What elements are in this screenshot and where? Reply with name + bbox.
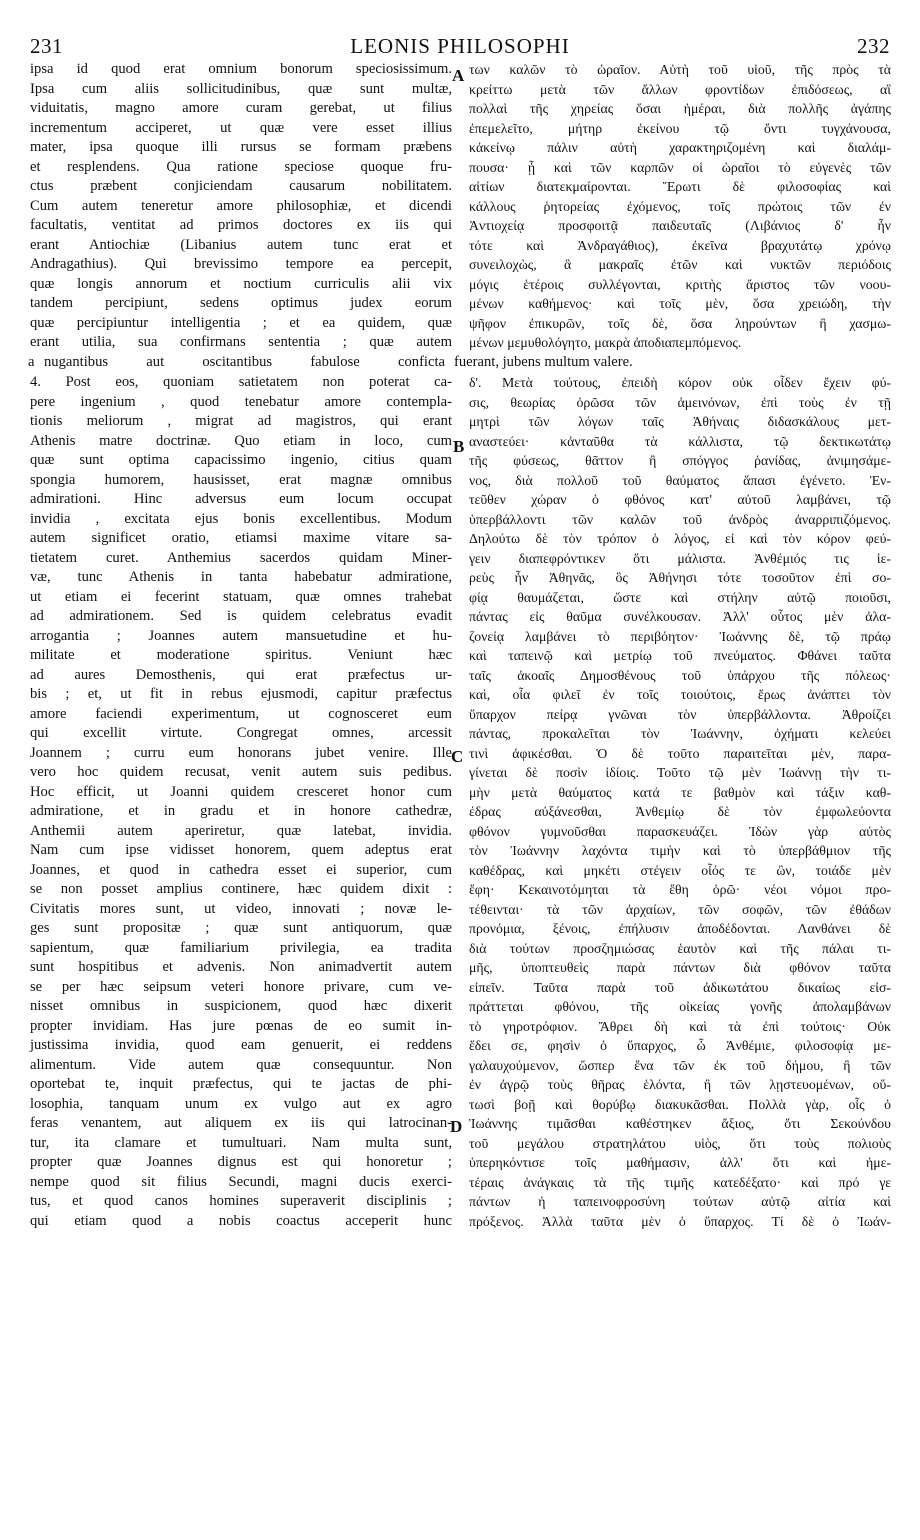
latin-text-line: et resplendens. Qua ratione speciose quoque fru- <box>30 158 452 175</box>
greek-text-line: ἔδει σε, φησὶν ὁ ὕπαρχος, ὦ Ἀνθέμιε, φιλοσοφίᾳ με- <box>469 1038 891 1053</box>
latin-text-line: tietatem curet. Anthemius sacerdos quidam Miner- <box>30 549 452 566</box>
greek-text-line: μῆς, ὑποπτευθεὶς παρὰ πάντων διὰ φθόνον ταῦτα <box>469 960 891 975</box>
latin-text-line: oportebat te, inquit præfectus, qui te jactas de phi- <box>30 1076 452 1092</box>
greek-text-line: Δηλούτω δὲ τὸν τρόπον ὁ λόγος, εἰ καὶ τὸν κόρον φεύ- <box>469 531 891 546</box>
latin-text-line: Civitatis mores sunt, ut video, innovati ; novæ le- <box>30 900 452 917</box>
greek-text-line: έδρας αὐξάνεσθαι, Ἀνθεμίῳ δὲ τὸν ἐμφωλεύοντα <box>469 804 891 819</box>
greek-text-line: μὴν μετὰ θαύματος κατά τε βαθμὸν καὶ τάξιν καθ- <box>469 784 891 800</box>
greek-text-line: κἀκείνῳ πάλιν αὐτὴ χαρακτηριζομένη καὶ διαλάμ- <box>469 140 891 155</box>
greek-text-line: πάντας, προκαλεῖται τὸν Ἰωάννην, ὀχήματι κελεύει <box>469 726 891 741</box>
greek-text-line: μένων μεμυθολόγητο, μακρὰ ἀποδιαπεμπόμενος. <box>469 335 742 350</box>
greek-text-line: καὶ ταπεινῷ καὶ μετρίῳ τοῦ πνεύματος. Φθάνει ταῦτα <box>469 648 891 663</box>
latin-text-line: militate et moderatione spiritus. Veniunt hæc <box>30 647 452 663</box>
greek-text-line: τεῦθεν χώραν ὁ φθόνος κατ' αὐτοῦ λαμβάνει, τῷ <box>469 492 891 507</box>
greek-text-line: καθέδρας, καὶ μηκέτι στέγειν οἷός τε ὢν, τοιάδε μὲν <box>469 862 891 878</box>
greek-text-line: ὑπερβάλλοντι τῶν καλῶν τοῦ ἀνδρὸς ἀναρριπιζόμενος. <box>469 511 891 527</box>
latin-text-line: mater, ipsa quoque illi rursus se formam præbens <box>30 139 452 155</box>
greek-text-line: φθόνον γυμνοῦσθαι παρασκευάζει. Ἰδὼν γὰρ αὐτὸς <box>469 823 891 839</box>
page-number-left: 231 <box>30 34 63 58</box>
latin-text-line: Andragathius). Qui brevissimo tempore ea percepit, <box>30 256 452 272</box>
latin-text-line: admiratione, et in gradu et in honore cathedræ, <box>30 803 452 819</box>
greek-text-line: ψῆφον ἐπικυρῶν, τοῖς δὲ, ὅσα ληρούντων ἢ χασμω- <box>469 315 891 331</box>
latin-text-line: nempe quod sit filius Secundi, magni ducis exerci- <box>30 1173 452 1190</box>
greek-text-line: τωσὶ βοῇ καὶ θορύβῳ διακυκᾶσθαι. Πολλὰ γὰρ, οἷς ὁ <box>469 1096 891 1112</box>
greek-text-line: κρείττω μετὰ τῶν ἄλλων φροντίδων ἐπιδόσεως, αἳ <box>469 81 891 97</box>
greek-text-line: συνειλοχὼς, ἃ μακραῖς ἐτῶν καὶ νυκτῶν περιόδοις <box>469 257 891 272</box>
latin-text-line: pere ingenium , quod tenebatur amore contempla- <box>30 393 452 410</box>
greek-text-line: καὶ, οἷα φιλεῖ ἐν τοῖς τοιούτοις, ἔρως ἀνάπτει τὸν <box>469 687 891 702</box>
greek-text-line: ρεὺς ἦν Ἀθηνᾶς, ὃς Ἀθήνησι τότε τοσοῦτον ἐπὶ σο- <box>469 570 891 585</box>
latin-text-line: autem significet oratio, etiamsi maxime vitare sa- <box>30 530 452 546</box>
latin-column-top <box>30 60 452 353</box>
greek-text-line: πράττεται φθόνου, τῆς οἰκείας γονῆς ἀπολαμβάνων <box>469 999 891 1014</box>
greek-text-line: νος, διὰ πολλοῦ τοῦ θαύματος ἅπασι ἐγένετο. Ἐν- <box>469 472 891 488</box>
greek-text-line: πολλαὶ τῆς χηρείας ὅσαι ἡμέραι, διὰ πολλῆς ἀγάπης <box>469 101 891 116</box>
latin-text-line: amore faciendi experimentum, ut cognosceret eum <box>30 705 452 722</box>
greek-text-line: δ'. Μετὰ τούτους, ἐπειδὴ κόρον οὐκ οἶδεν ἔχειν φύ- <box>469 375 891 390</box>
greek-text-line: σις, θεωρίας ὀρῶσα τῶν ἀμεινόνων, ἐπὶ τοὺς ἐν τῇ <box>469 394 891 410</box>
section-marker-a: A <box>452 66 465 85</box>
latin-text-line: qui etiam quod a nobis coactus acceperit hunc <box>30 1212 452 1229</box>
greek-text-line: τῆς φύσεως, θᾶττον ἢ σπόγγος ῥανίδας, ἀνιμησάμε- <box>469 453 891 468</box>
greek-text-line: μένων καθήμενος· καὶ τοῖς μὲν, ὅσα χρειώδη, τὴν <box>469 296 891 311</box>
latin-text-line: ges sunt propositæ ; quæ sunt antiquorum, quæ <box>30 920 452 936</box>
footnote-marker: a <box>28 354 35 370</box>
latin-text-line: justissima invidia, quod eam genuerit, ei reddens <box>30 1037 452 1053</box>
greek-text-line: τέραις ἀνάγκαις τὰ τῆς τιμῆς κατεδέξατο· καὶ πρό γε <box>469 1174 891 1190</box>
greek-text-line: πάντας εἰς θαῦμα συνέλκουσαν. Ἀλλ' οὗτος μὲν ἀλα- <box>469 609 891 624</box>
greek-text-line: κάλλους ῥητορείας ἐχόμενος, τοῖς πρώτοις τῶν ἐν <box>469 198 891 214</box>
latin-text-line: quæ percipiuntur intelligentia ; et ea quidem, quæ <box>30 314 452 331</box>
greek-text-line: Ἀντιοχείᾳ προσφοιτᾷ παιδευταῖς (Λιβάνιος δ' ἦν <box>469 218 891 233</box>
latin-text-line: tionis meliorum , migrat ad magistros, qui erant <box>30 413 452 429</box>
greek-text-line: αναστεύει· κἀνταῦθα τὰ κάλλιστα, τῷ δεκτικωτάτῳ <box>469 433 891 449</box>
latin-text-line: erant Antiochiæ (Libanius autem tunc erat et <box>30 236 452 253</box>
greek-text-line: ἐπεμελεῖτο, μήτηρ ἐκείνου τῷ ὄντι τυγχάνουσα, <box>469 120 891 136</box>
greek-text-line: ζονείᾳ λαμβάνει τὸ περιβόητον· Ἰωάννης δὲ, τῷ πράῳ <box>469 628 891 644</box>
greek-text-line: τοῦ μεγάλου στρατηλάτου υἱὸς, ὅτι τοὺς πολιοὺς <box>469 1135 891 1151</box>
greek-text-line: Ἰωάννης τιμᾶσθαι καθέστηκεν ἄξιος, ὅτι Σεκούνδου <box>469 1116 891 1131</box>
latin-text-line: propter invidiam. Has jure pœnas de eo sumit in- <box>30 1017 452 1034</box>
latin-text-line: invidia , excitata ejus bonis excellentibus. Modum <box>30 510 452 527</box>
latin-text-line: losophia, tanquam unum ex vulgo aut ex agro <box>30 1095 452 1112</box>
greek-column-top <box>469 60 891 353</box>
latin-text-line: ut etiam ei fecerint statuam, quæ omnes trahebat <box>30 588 452 605</box>
latin-text-line: quæ sunt optima capacissimo ingenio, citius quam <box>30 452 452 468</box>
latin-text-line: quæ longis annorum et noctium curriculis alii vix <box>30 275 452 292</box>
latin-text-line: Joannem ; curru eum honorans jubet venire. Ille <box>30 744 452 761</box>
latin-text-line: ipsa id quod erat omnium bonorum speciosissimum. <box>30 61 452 77</box>
greek-text-line: ὕπαρχον πείρᾳ γνῶναι τὸν ὑπερβάλλοντα. Ἀθροίζει <box>469 706 891 722</box>
greek-text-line: φίᾳ θαυμάζεται, ὥστε καὶ στήλην αὐτῷ ποιοῦσι, <box>469 589 891 605</box>
latin-text-line: alimentum. Vide autem quæ consequuntur. Non <box>30 1056 452 1073</box>
section-marker-c: C <box>451 747 464 766</box>
greek-text-line: διὰ τούτων προσζημιώσας ἑαυτὸν καὶ τῆς πάλαι τι- <box>469 940 891 956</box>
latin-text-line: admirationi. Hinc adversus eum locum occupat <box>30 491 452 507</box>
latin-text-line: tandem percipiunt, sedens optimus judex eorum <box>30 295 452 311</box>
latin-text-line: tur, ita clamare et tumultuari. Nam multa sunt, <box>30 1134 452 1151</box>
greek-text-line: ταῖς ἀκοαῖς Δημοσθένους τοῦ ὑπάρχου τῆς πόλεως· <box>469 667 891 683</box>
latin-text-line: tus, et quod canos homines superaverit disciplinis ; <box>30 1193 452 1209</box>
greek-text-line: πάντων ἡ ταπεινοφροσύνη τούτων αὐτῷ αἰτία καὶ <box>469 1194 891 1209</box>
latin-text-line: se per hæc seipsum veteri honore privare, cum ve- <box>30 978 452 995</box>
greek-text-line: τέθεινται· τὰ τῶν ἀρχαίων, τῶν σοφῶν, τῶν ἐθάδων <box>469 901 891 917</box>
greek-column-bottom <box>469 373 891 1231</box>
latin-text-line: Anthemii autem aperiretur, quæ latebat, invidia. <box>30 822 452 839</box>
latin-column-bottom <box>30 373 452 1231</box>
latin-text-line: sunt hospitibus et advenis. Non animadvertit autem <box>30 959 452 975</box>
latin-text-line: incrementum acciperet, ut quæ vere esset illius <box>30 119 452 136</box>
latin-text-line: feras venantem, aut aliquem ex iis qui latrocinan- <box>30 1115 452 1131</box>
latin-text-line: facultatis, ventitat ad primos doctores ex iis qui <box>30 217 452 233</box>
greek-text-line: των καλῶν τὸ ὡραῖον. Αὐτὴ τοῦ υἱοῦ, τῆς πρὸς τὰ <box>469 62 891 77</box>
section-marker-b: B <box>453 437 465 456</box>
greek-text-line: πρόξενος. Ἀλλὰ ταῦτα μὲν ὁ ὕπαρχος. Τί δὲ ὁ Ἰωάν- <box>469 1213 891 1229</box>
greek-text-line: τὸν Ἰωάννην λαχόντα τιμὴν καὶ τὸ ὑπερβάθμιον τῆς <box>469 843 891 858</box>
latin-text-line: Nam cum ipse vidisset honorem, quem adeptus erat <box>30 842 452 858</box>
latin-text-line: erant utilia, sua confirmans sententia ; quæ autem <box>30 334 452 350</box>
running-header <box>30 34 890 60</box>
latin-text-line: Hoc efficit, ut Joanni quidem cresceret honor cum <box>30 783 452 800</box>
greek-text-line: τινὶ ἀφικέσθαι. Ὁ δὲ τοῦτο παραιτεῖται μὲν, παρα- <box>469 745 891 761</box>
latin-text-line: Joannes, et quod in cathedra esset ei superior, cum <box>30 861 452 878</box>
greek-text-line: γίνεται δὲ ποσὶν ἰδίοις. Τοῦτο τῷ μὲν Ἰωάννῃ τὴν τι- <box>469 765 891 780</box>
latin-text-line: spongia humorem, hausisset, erat magnæ omnibus <box>30 471 452 488</box>
section-marker-d: D <box>450 1117 463 1136</box>
latin-text-line: ad aures Demosthenis, qui erat præfectus ur- <box>30 666 452 683</box>
latin-text-line: vero hoc quidem recusat, venit autem suis pedibus. <box>30 764 452 780</box>
latin-text-line: sapientum, quæ familiarium privilegia, ea tradita <box>30 939 452 956</box>
latin-text-line: Athenis matre doctrinæ. Quo etiam in loco, cum <box>30 432 452 449</box>
greek-text-line: ὑπερηκόντισε τοῖς μαθήμασιν, ἀλλ' ὅτι καὶ ἡμε- <box>469 1155 891 1170</box>
greek-text-line: ἐν ἀγρῷ τοὺς θῆρας ἑλόντα, ἢ τῶν λῃστευομένων, οὕ- <box>469 1077 891 1092</box>
greek-text-line: εἰπεῖν. Ταῦτα παρὰ τοῦ ἀδικωτάτου δικαίως εἰσ- <box>469 979 891 995</box>
latin-text-line: ad admirationem. Sed is quidem celebratus evadit <box>30 608 452 624</box>
greek-text-line: γειν διαπεφρόντικεν ὅτι μάλιστα. Ἀνθέμιός τις ἱε- <box>469 550 891 566</box>
latin-text-line: bis ; et, ut fit in rebus ejusmodi, capitur præfectus <box>30 686 452 702</box>
greek-text-line: τότε καὶ Ἀνδραγάθιος), ἐκεῖνα βραχυτάτῳ χρόνῳ <box>469 237 891 253</box>
latin-text-line: væ, tunc Athenis in tanta habebatur admiratione, <box>30 569 452 585</box>
latin-text-line: propter quæ Joannes dignus est qui honoretur ; <box>30 1154 452 1170</box>
merged-line-latin: nugantibus aut oscitantibus fabulose conficta <box>44 354 445 370</box>
greek-text-line: ἔφη· Κεκαινοτόμηται τὰ ἔθη ὁρῶ· νέοι νόμοι προ- <box>469 882 891 897</box>
greek-text-line: αἰτίων διατεκμαίρονται. Ἔρωτι δὲ φιλοσοφίας καὶ <box>469 179 891 194</box>
greek-text-line: πουσα· ᾗ καὶ τῶν καρπῶν οἱ ὡραῖοι τὸ εὐγενὲς τῶν <box>469 159 891 175</box>
latin-text-line: nisset omnibus in suspicionem, quod hæc dixerit <box>30 998 452 1014</box>
greek-text-line: μητρὶ τῶν λόγων ταῖς Ἀθήναις διδασκάλους μετ- <box>469 414 891 429</box>
page-number-right: 232 <box>857 34 890 58</box>
latin-text-line: Cum autem teneretur amore philosophiæ, et dicendi <box>30 197 452 214</box>
merged-line <box>0 353 920 373</box>
latin-text-line: se non posset amplius continere, hæc quidem dixit : <box>30 881 452 897</box>
latin-text-line: qui excellit virtute. Congregat omnes, arcessit <box>30 725 452 741</box>
merged-line-tail: fuerant, jubens multum valere. <box>454 354 633 370</box>
greek-text-line: γαλαυχούμενον, ὥσπερ ἕνα τῶν ἐκ τοῦ δήμου, ἢ τῶν <box>469 1057 891 1073</box>
running-title: LEONIS PHILOSOPHI <box>350 34 570 58</box>
latin-text-line: viduitatis, magno amore curam gerebat, ut filius <box>30 100 452 116</box>
greek-text-line: προνόμια, ξένοις, ἐπήλυσιν ἀποδέδονται. Λανθάνει δὲ <box>469 921 891 936</box>
latin-text-line: ctus præbent conjiciendam causarum nobilitatem. <box>30 178 452 194</box>
greek-text-line: μόγις ἑτέροις συλλέγονται, κριτὴς ἄριστος τῶν νοου- <box>469 276 891 292</box>
greek-text-line: τὸ γηροτρόφιον. Ἄθρει δὴ καὶ τὰ ἐπὶ τούτοις· Οὐκ <box>469 1018 891 1034</box>
latin-text-line: arrogantia ; Joannes autem mansuetudine et hu- <box>30 627 452 644</box>
latin-text-line: 4. Post eos, quoniam satietatem non poterat ca- <box>30 374 452 390</box>
latin-text-line: Ipsa cum aliis sollicitudinibus, quæ sunt multæ, <box>30 80 452 97</box>
